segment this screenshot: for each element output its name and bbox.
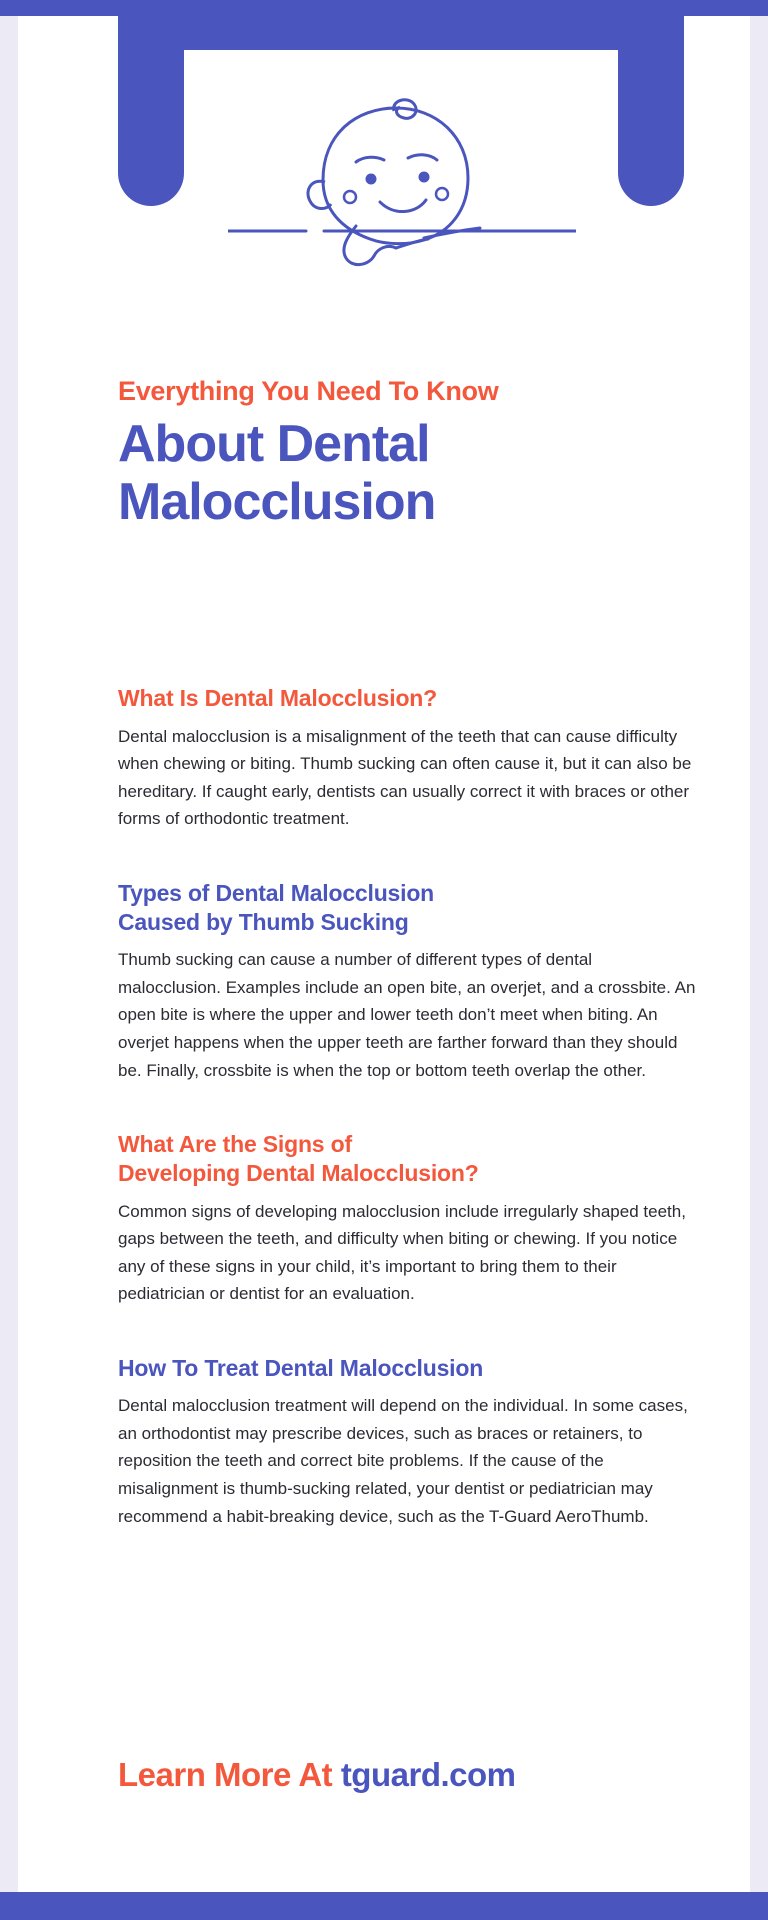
title-block [118,376,684,531]
page-title-line2: Malocclusion [118,473,436,532]
sections-list [118,684,700,1576]
section-what-is-dental-malocclusion [118,684,700,833]
section-heading [118,684,700,713]
eyebrow-text: Everything You Need To Know [118,376,499,406]
section-body: Common signs of developing malocclusion include irregularly shaped teeth, gaps between the teeth, and difficulty when biting or chewing. If you notice any of these signs in your child, it’s important to bring them to their pediatrician or dentist for an evaluation. [118,1201,686,1304]
footer-call-to-action [118,1756,516,1794]
cta-domain-link[interactable]: tguard.com [340,1756,516,1793]
section-heading-line1: What Is Dental Malocclusion? [118,685,437,711]
section-body: Dental malocclusion is a misalignment of the teeth that can cause difficulty when chewing or biting. Thumb sucking can often cause it, but it can also be hereditary. If caught early, dentists can usually correct it with braces or other forms of orthodontic treatment. [118,726,692,829]
top-brand-bar [0,0,768,16]
content-sheet [18,16,750,1892]
baby-illustration-icon [228,98,576,308]
section-heading-line1: Types of Dental Malocclusion [118,879,435,906]
page-title [118,415,684,531]
bottom-brand-bar [0,1892,768,1920]
section-types-of-dental-malocclusion [118,879,700,1084]
section-body: Dental malocclusion treatment will depend on the individual. In some cases, an orthodontist may prescribe devices, such as braces or retainers, to reposition the teeth and correct bite problems. If the cause of the misalignment is thumb-sucking related, your dentist or pediatrician may recommend a habit-breaking device, such as the T-Guard AeroThumb. [118,1396,688,1526]
cta-label: Learn More At [118,1756,341,1793]
section-signs-of-developing-malocclusion [118,1130,700,1308]
page-title-line1: About Dental [118,415,430,473]
section-heading [118,879,700,937]
header-band [118,16,684,50]
section-body: Thumb sucking can cause a number of different types of dental malocclusion. Examples include an open bite, an overjet, and a crossbite. An open bite is where the upper and lower teeth don’t meet when biting. An overjet happens when the upper teeth are farther forward than they should be. Finally, crossbite is when the top or bottom teeth overlap the other. [118,950,696,1080]
section-how-to-treat-dental-malocclusion [118,1354,700,1530]
section-heading [118,1130,700,1188]
header-bracket-right [618,16,684,206]
section-heading [118,1354,700,1383]
section-heading-line2: Caused by Thumb Sucking [118,908,409,935]
header-bracket-left [118,16,184,206]
section-heading-line1: What Are the Signs of [118,1131,352,1158]
section-heading-line2: Developing Dental Malocclusion? [118,1159,479,1186]
section-heading-line1: How To Treat Dental Malocclusion [118,1354,484,1381]
